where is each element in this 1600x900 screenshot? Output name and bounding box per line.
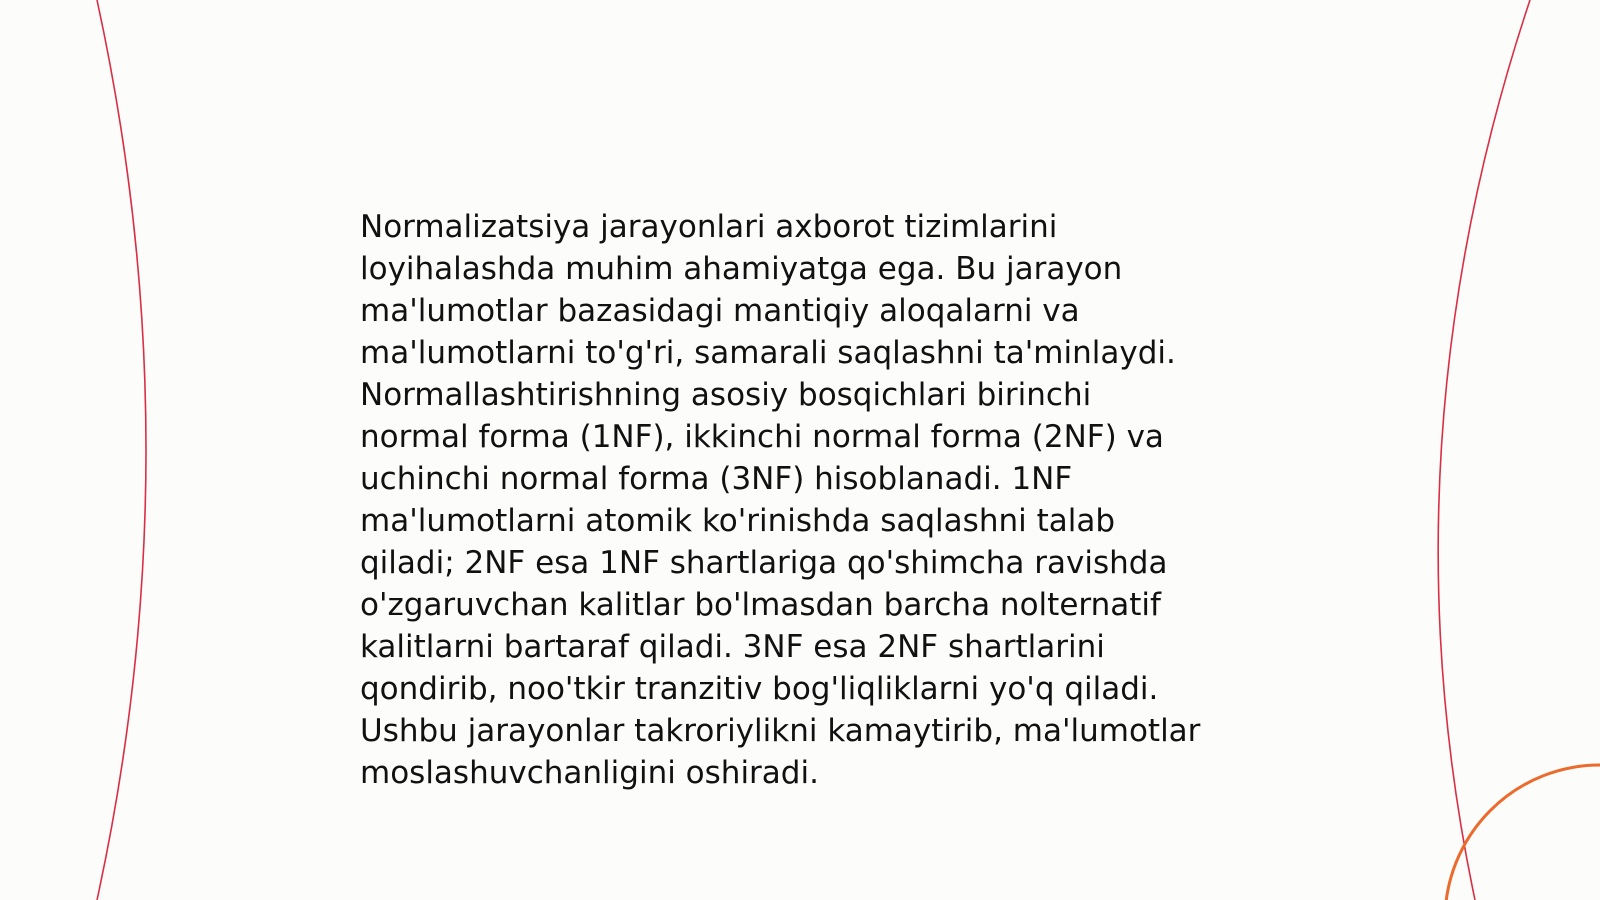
accent-circle xyxy=(1445,765,1600,900)
right-curve xyxy=(1438,0,1530,900)
body-paragraph: Normalizatsiya jarayonlari axborot tizimlarini loyihalashda muhim ahamiyatga ega. Bu jarayon ma'lumotlar bazasidagi mantiqiy aloqalarni va ma'lumotlarni to'g'ri, samarali saqlashni ta'minlaydi. Normallashtirishning asosiy bosqichlari birinchi normal forma (1NF), ikkinchi normal forma (2NF) va uchinchi normal forma (3NF) hisoblanadi. 1NF ma'lumotlarni atomik ko'rinishda saqlashni talab qiladi; 2NF esa 1NF shartlariga qo'shimcha ravishda o'zgaruvchan kalitlar bo'lmasdan barcha nolternatif kalitlarni bartaraf qiladi. 3NF esa 2NF shartlarini qondirib, noo'tkir tranzitiv bog'liqliklarni yo'q qiladi. Ushbu jarayonlar takroriylikni kamaytirib, ma'lumotlar moslashuvchanligini oshiradi. xyxy=(360,209,1201,791)
left-curve xyxy=(97,0,146,900)
